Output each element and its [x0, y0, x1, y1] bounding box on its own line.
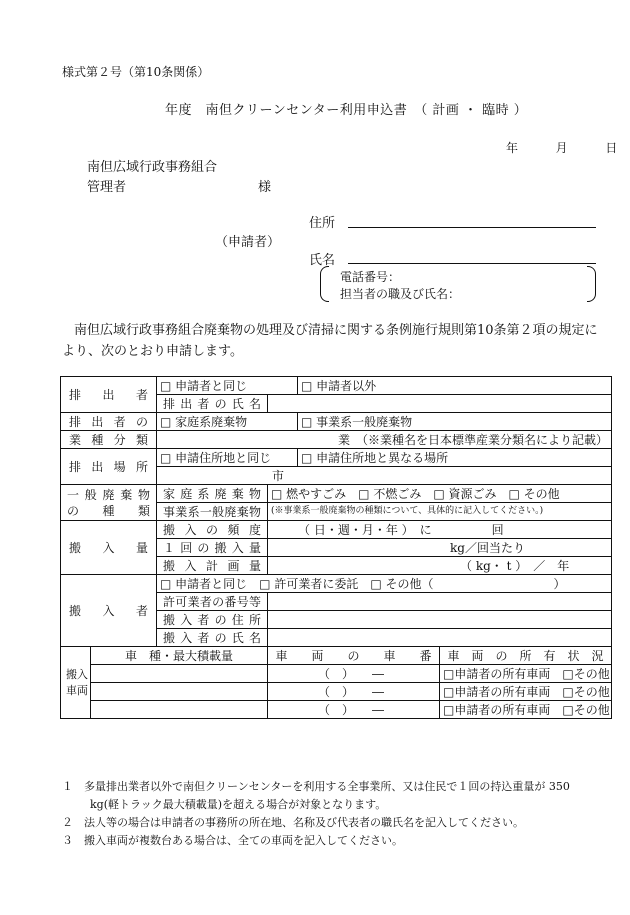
household-waste-label: 家庭系廃棄物 [157, 485, 268, 503]
vehicle-type-field[interactable] [91, 701, 268, 719]
recipient-title: 管理者 [87, 180, 127, 195]
application-table [60, 376, 612, 719]
city-label: 市 [272, 468, 285, 483]
vehicle-plate-field[interactable]: （ ） ― [268, 683, 440, 701]
footnote-2: ２ 法人等の場合は申請者の事務所の所在地、名称及び代表者の職氏名を記入してください。 [62, 816, 524, 829]
form-number: 様式第２号（第10条関係） [62, 65, 210, 79]
plan-amount-field[interactable]: （ kg・ t ） ／ 年 [268, 557, 612, 575]
location-opt-same[interactable]: □ 申請住所地と同じ [157, 449, 298, 467]
vehicle-plate-header: 車 両 の 車 番 [268, 647, 440, 665]
carrier-options[interactable]: □ 申請者と同じ □ 許可業者に委託 □ その他（ ） [157, 575, 612, 593]
per-load-field[interactable]: kg／回当たり [268, 539, 612, 557]
location-opt-diff[interactable]: □ 申請住所地と異なる場所 [298, 449, 612, 467]
date-month-label: 月 [555, 141, 568, 155]
vehicle-type-field[interactable] [91, 683, 268, 701]
vehicle-owner-header: 車 両 の 所 有 状 況 [440, 647, 612, 665]
vehicle-plate-field[interactable]: （ ） ― [268, 701, 440, 719]
per-load-label: １回の搬入量 [157, 539, 268, 557]
carrier-address-field[interactable] [268, 611, 612, 629]
carrier-address-label: 搬入者の住所 [157, 611, 268, 629]
business-opt-household[interactable]: □ 家庭系廃棄物 [157, 413, 298, 431]
vehicle-owner-options[interactable]: □申請者の所有車両 □その他 [440, 701, 612, 719]
carrier-name-label: 搬入者の氏名 [157, 629, 268, 647]
intro-paragraph: 南但広域行政事務組合廃棄物の処理及び清掃に関する条例施行規則第10条第２項の規定により、次のとおり申請します。 [62, 323, 598, 359]
quantity-header: 搬入量 [61, 521, 157, 575]
carrier-header: 搬入者 [61, 575, 157, 647]
date-line [506, 139, 617, 156]
business-header-2: 業種分類 [61, 431, 157, 449]
name-label: 氏名 [309, 253, 336, 268]
frequency-label: 搬入の頻度 [157, 521, 268, 539]
business-waste-label: 事業系一般廃棄物 [157, 503, 268, 521]
vehicle-type-header: 車 種・最大積載量 [91, 647, 268, 665]
household-waste-options[interactable]: □ 燃やすごみ □ 不燃ごみ □ 資源ごみ □ その他 [268, 485, 612, 503]
discharger-name-field[interactable] [268, 395, 612, 413]
business-opt-business[interactable]: □ 事業系一般廃棄物 [298, 413, 612, 431]
date-day-label: 日 [605, 141, 618, 155]
discharger-opt-other[interactable]: □ 申請者以外 [298, 377, 612, 395]
address-field[interactable] [348, 227, 596, 228]
footnotes [62, 778, 622, 850]
address-label: 住所 [309, 216, 336, 231]
license-number-field[interactable] [268, 593, 612, 611]
vehicle-header: 搬入 車両 [61, 647, 91, 719]
plan-amount-label: 搬入計画量 [157, 557, 268, 575]
business-note[interactable]: 業 （※業種名を日本標準産業分類名により記載） [157, 431, 612, 449]
footnote-1-cont: kg(軽トラック最大積載量)を超える場合が対象となります。 [90, 798, 387, 811]
contact-person-label: 担当者の職及び氏名： [340, 287, 461, 301]
location-header: 排出場所 [61, 449, 157, 485]
business-waste-field[interactable]: (※事業系一般廃棄物の種類について、具体的に記入してください。) [268, 503, 612, 521]
footnote-3: ３ 搬入車両が複数台ある場合は、全ての車両を記入してください。 [62, 834, 403, 847]
discharger-opt-same[interactable]: □ 申請者と同じ [157, 377, 298, 395]
footnote-1: １ 多量排出業者以外で南但クリーンセンターを利用する全事業所、又は住民で１回の持込重量が 350 [62, 780, 570, 793]
business-header-1: 排出者の [61, 413, 157, 431]
vehicle-plate-field[interactable]: （ ） ― [268, 665, 440, 683]
vehicle-owner-options[interactable]: □申請者の所有車両 □その他 [440, 665, 612, 683]
carrier-name-field[interactable] [268, 629, 612, 647]
discharger-name-label: 排出者の氏名 [157, 395, 268, 413]
form-title: 年度 南但クリーンセンター利用申込書 （ 計画 ・ 臨時 ） [165, 103, 528, 118]
frequency-field[interactable]: （ 日・週・月・年 ） に 回 [268, 521, 612, 539]
discharger-header: 排出者 [61, 377, 157, 413]
applicant-label: （申請者） [215, 235, 281, 250]
waste-type-header: 一般廃棄物 の 種 類 [61, 485, 157, 521]
date-year-label: 年 [506, 141, 519, 155]
recipient-suffix: 様 [258, 180, 272, 195]
vehicle-type-field[interactable] [91, 665, 268, 683]
license-number-label: 許可業者の番号等 [157, 593, 268, 611]
phone-label: 電話番号： [340, 270, 401, 284]
location-address[interactable] [157, 467, 612, 485]
recipient-org: 南但広域行政事務組合 [87, 160, 218, 175]
name-field[interactable] [348, 263, 596, 264]
vehicle-owner-options[interactable]: □申請者の所有車両 □その他 [440, 683, 612, 701]
